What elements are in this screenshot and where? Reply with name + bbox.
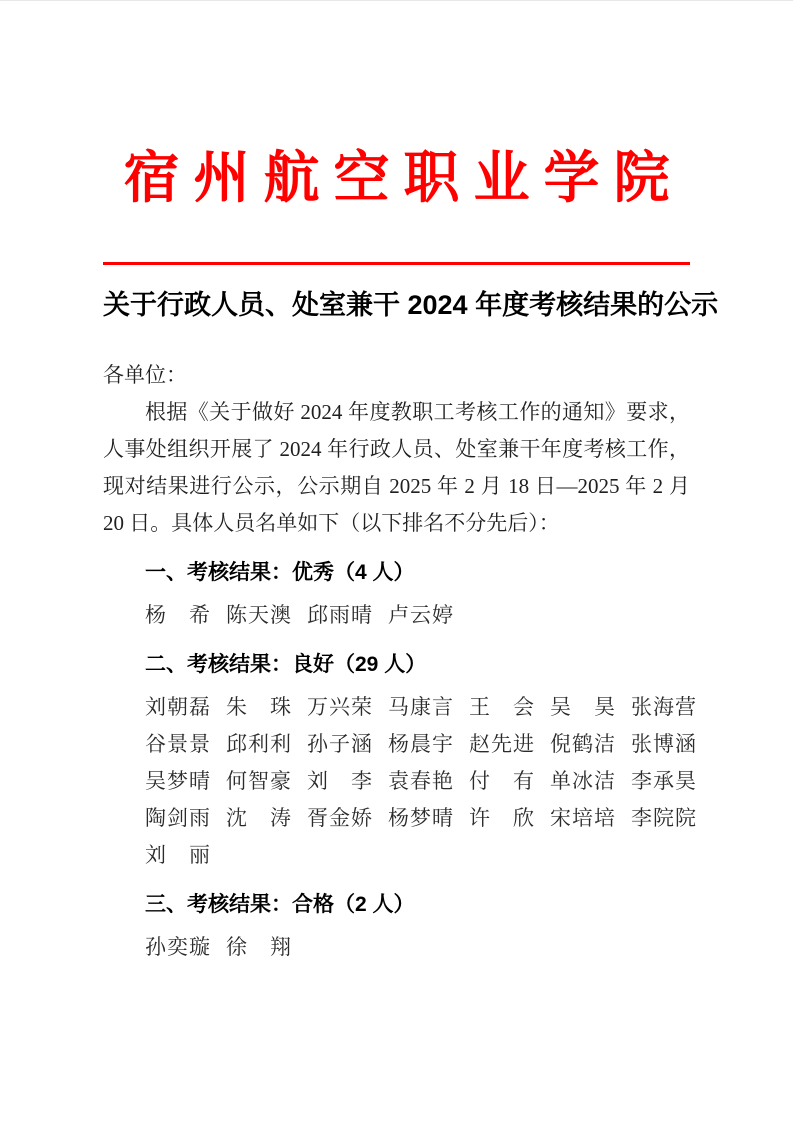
name-row (103, 929, 690, 966)
person-name: 刘朝磊 (145, 695, 211, 719)
letterhead-institution-title: 宿州航空职业学院 (123, 148, 684, 210)
person-name: 王 会 (469, 695, 535, 719)
person-name: 刘 丽 (145, 843, 211, 867)
person-name: 单冰洁 (550, 769, 616, 793)
letterhead-divider-line (103, 262, 690, 265)
person-name: 倪鹤洁 (550, 732, 616, 756)
name-row (103, 763, 697, 800)
name-list-good (103, 689, 697, 874)
person-name: 杨梦晴 (388, 806, 454, 830)
document-title: 关于行政人员、处室兼干 2024 年度考核结果的公示 (103, 290, 719, 320)
person-name: 万兴荣 (307, 695, 373, 719)
person-name: 何智豪 (226, 769, 292, 793)
section-heading-excellent: 一、考核结果：优秀（4 人） (145, 561, 415, 584)
person-name: 付 有 (469, 769, 535, 793)
section-excellent (103, 554, 690, 634)
person-name: 张博涵 (631, 732, 697, 756)
person-name: 赵先进 (469, 732, 535, 756)
document-body (103, 357, 697, 966)
section-good (103, 646, 697, 874)
person-name: 陶剑雨 (145, 806, 211, 830)
person-name: 宋培培 (550, 806, 616, 830)
name-row (103, 689, 697, 726)
person-name: 徐 翔 (226, 935, 292, 959)
name-row (103, 597, 690, 634)
intro-paragraph: 根据《关于做好 2024 年度教职工考核工作的通知》要求，人事处组织开展了 2024 年行政人员、处室兼干年度考核工作，现对结果进行公示，公示期自 2025 年 2 月 18 日—2025 年 2 月 20 日。具体人员名单如下（以下排名不分先后）： (103, 400, 690, 535)
name-list-qualified (103, 929, 690, 966)
person-name: 邱雨晴 (307, 603, 373, 627)
person-name: 邱利利 (226, 732, 292, 756)
person-name: 马康言 (388, 695, 454, 719)
person-name: 张海营 (631, 695, 697, 719)
person-name: 刘 李 (307, 769, 373, 793)
salutation: 各单位： (103, 363, 187, 387)
person-name: 吴梦晴 (145, 769, 211, 793)
person-name: 杨晨宇 (388, 732, 454, 756)
person-name: 朱 珠 (226, 695, 292, 719)
person-name: 胥金娇 (307, 806, 373, 830)
section-heading-qualified: 三、考核结果：合格（2 人） (145, 893, 415, 916)
person-name: 孙奕璇 (145, 935, 211, 959)
person-name: 孙子涵 (307, 732, 373, 756)
section-heading-good: 二、考核结果：良好（29 人） (145, 653, 427, 676)
person-name: 吴 昊 (550, 695, 616, 719)
person-name: 谷景景 (145, 732, 211, 756)
person-name: 袁春艳 (388, 769, 454, 793)
person-name: 李院院 (631, 806, 697, 830)
person-name: 杨 希 (145, 603, 211, 627)
name-row (103, 837, 690, 874)
name-list-excellent (103, 597, 690, 634)
person-name: 沈 涛 (226, 806, 292, 830)
person-name: 卢云婷 (388, 603, 454, 627)
name-row (103, 800, 697, 837)
name-row (103, 726, 697, 763)
section-qualified (103, 886, 690, 966)
person-name: 陈天澳 (226, 603, 292, 627)
person-name: 许 欣 (469, 806, 535, 830)
person-name: 李承昊 (631, 769, 697, 793)
